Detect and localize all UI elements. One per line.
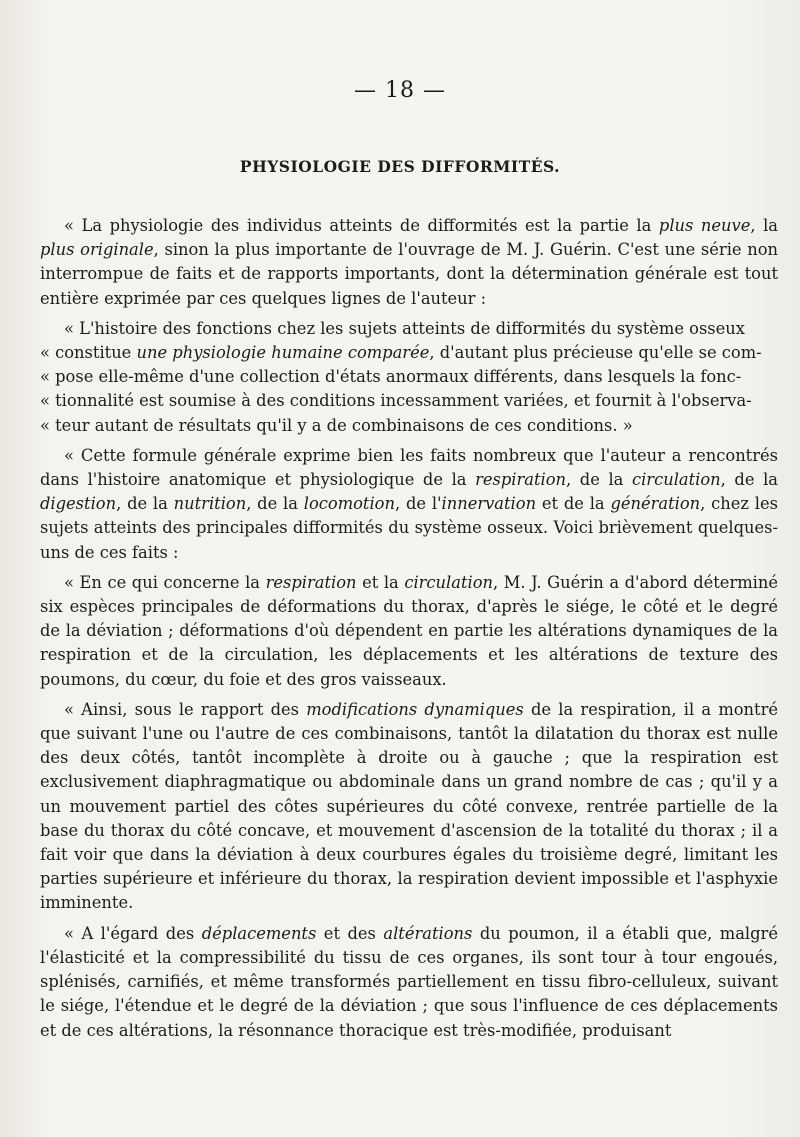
italic-text: circulation xyxy=(404,572,493,592)
italic-text: circulation xyxy=(631,470,721,490)
italic-text: plus originale xyxy=(40,240,154,260)
text-run: « tionnalité est soumise à des conditions incessamment variées, et fournit à l'observa- xyxy=(40,391,752,411)
text-run: « La physiologie des individus atteints de difformités est la partie la xyxy=(64,216,659,235)
italic-text: locomotion xyxy=(303,494,395,514)
italic-text: déplacements xyxy=(201,923,317,943)
italic-text: plus neuve xyxy=(658,216,751,235)
text-run: « teur autant de résultats qu'il y a de combinaisons de ces conditions. » xyxy=(40,415,633,435)
text-run: du poumon, il a établi que, malgré l'élasticité et la compressibilité du tissu de ces organes, ils sont tour à tour engoués, splénisés, carnifiés, et même transformés partiellement en tissu fibro-celluleux, suivant le siége, l'étendue et le degré de la déviation ; que sous l'influence de ces déplacements et de ces altérations, la résonnance thoracique est très-modifiée, produisant xyxy=(40,923,778,1040)
italic-text: génération xyxy=(610,494,701,514)
text-run: , de la xyxy=(116,494,174,514)
italic-text: digestion xyxy=(40,494,117,514)
body-paragraph xyxy=(40,698,778,916)
text-run: « A l'égard des xyxy=(64,923,202,943)
quote-line xyxy=(40,365,778,389)
page-number: — 18 — xyxy=(354,78,446,103)
text-run: , chez les sujets atteints des principales difformités du système osseux. Voici brièvement quelques-uns de ces faits : xyxy=(40,494,778,562)
text-run: , de la xyxy=(720,470,778,490)
italic-text: altérations xyxy=(383,923,473,943)
text-run: , de l' xyxy=(394,494,442,514)
text-run: « En ce qui concerne la xyxy=(64,572,266,592)
italic-text: une physiologie humaine comparée xyxy=(136,343,430,363)
italic-text: modifications dynamiques xyxy=(306,699,524,719)
running-head: PHYSIOLOGIE DES DIFFORMITÉS. xyxy=(239,157,561,176)
text-run: « L'histoire des fonctions chez les sujets atteints de difformités du système osseux xyxy=(64,318,745,338)
italic-text: respiration xyxy=(475,470,567,490)
body-paragraph xyxy=(40,444,778,565)
body-paragraph xyxy=(40,571,778,692)
quote-line xyxy=(40,414,778,438)
text-run: , de la xyxy=(246,494,304,514)
text-run: de la respiration, il a montré que suivant l'une ou l'autre de ces combinaisons, tantôt la dilatation du thorax est nulle des deux côtés, tantôt incomplète à droite ou à gauche ; que la respiration est exclusivement diaphragmatique ou abdominale dans un grand nombre de cas ; qu'il y a un mouvement partiel des côtes supérieures du côté convexe, rentrée partielle de la base du thorax du côté concave, et mouvement d'ascension de la totalité du thorax ; il a fait voir que dans la déviation à deux courbures égales du troisième degré, limitant les parties supérieure et inférieure du thorax, la respiration devient impossible et l'asphyxie imminente. xyxy=(40,699,779,913)
text-run: « constitue xyxy=(40,343,137,363)
text-run: , sinon la plus importante de l'ouvrage de M. J. Guérin. C'est une série non interrompue de faits et de rapports importants, dont la détermination générale est tout entière exprimée par ces quelques lignes de l'auteur : xyxy=(40,240,778,308)
text-run: , M. J. Guérin a d'abord déterminé six espèces principales de déformations du thorax, d'après le siége, le côté et le degré de la déviation ; déformations d'où dépendent en partie les altérations dynamiques de la respiration et de la circulation, les déplacements et les altérations de texture des poumons, du cœur, du foie et des gros vaisseaux. xyxy=(40,572,778,689)
text-run: « Ainsi, sous le rapport des xyxy=(64,699,307,719)
body-paragraph xyxy=(40,922,778,1043)
text-run: « pose elle-même d'une collection d'états anormaux différents, dans lesquels la fonc- xyxy=(40,367,742,387)
quote-line xyxy=(40,317,778,341)
text-run: « Cette formule générale exprime bien les faits nombreux que l'auteur a rencontrés dans l'histoire anatomique et physiologique de la xyxy=(40,445,778,490)
text-run: , de la xyxy=(566,470,632,490)
text-run: , d'autant plus précieuse qu'elle se com- xyxy=(429,343,762,363)
text-run: et de la xyxy=(536,494,611,514)
quote-line xyxy=(40,389,778,413)
text-run: , la xyxy=(750,216,778,235)
page-text xyxy=(40,214,778,1049)
text-run: et des xyxy=(316,923,384,943)
intro-paragraph xyxy=(40,214,778,311)
quote-line xyxy=(40,341,778,365)
italic-text: nutrition xyxy=(173,494,247,514)
italic-text: respiration xyxy=(265,572,357,592)
text-run: et la xyxy=(356,572,405,592)
italic-text: innervation xyxy=(441,494,537,514)
